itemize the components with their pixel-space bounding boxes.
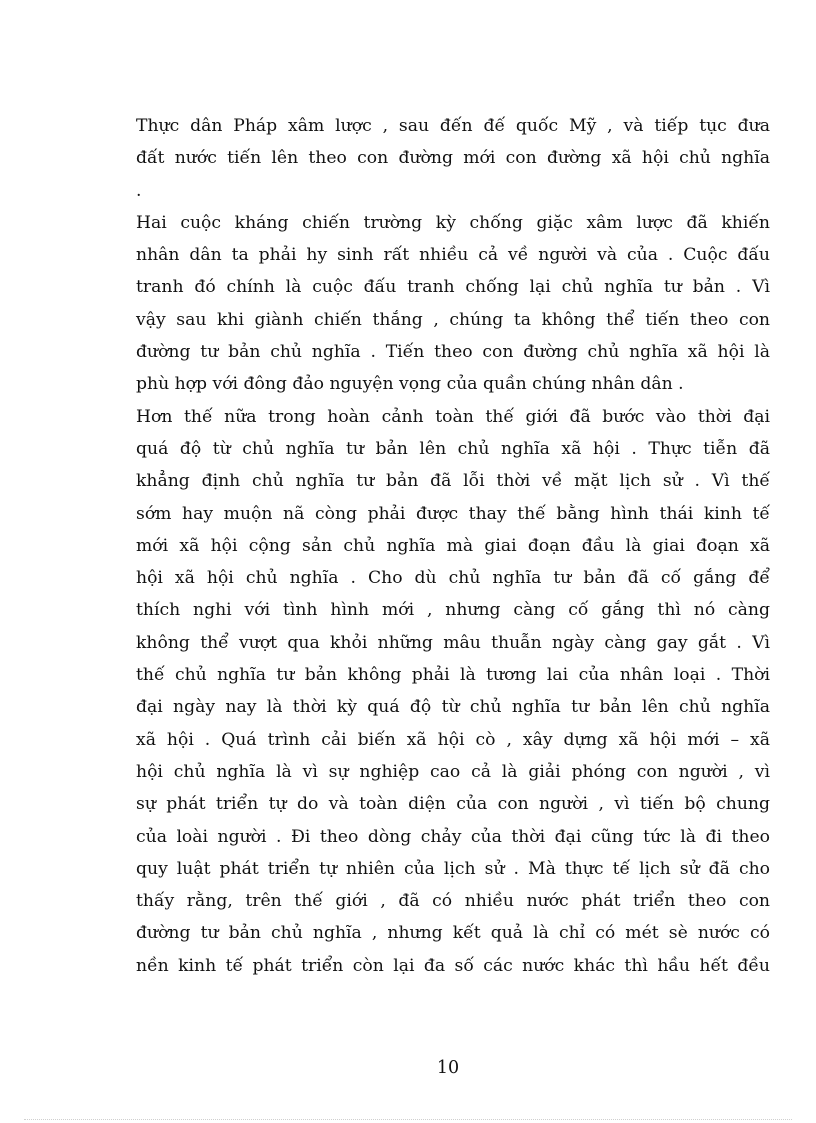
text-line: Hơn thế nữa trong hoàn cảnh toàn thế giới đã bước vào thời đại [136,406,770,427]
text-line: xã hội . Quá trình cải biến xã hội cò , xây dựng xã hội mới – xã [136,729,770,750]
text-line: mới xã hội cộng sản chủ nghĩa mà giai đoạn đầu là giai đoạn xã [136,535,770,556]
text-line: nền kinh tế phát triển còn lại đa số các nước khác thì hầu hết đều [136,955,770,976]
text-line: đất nước tiến lên theo con đường mới con đường xã hội chủ nghĩa [136,148,770,169]
text-line: quy luật phát triển tự nhiên của lịch sử . Mà thực tế lịch sử đã cho [136,858,770,879]
body-text [136,110,770,982]
text-line: . [136,180,142,201]
text-line: hội chủ nghĩa là vì sự nghiệp cao cả là giải phóng con người , vì [136,761,770,782]
text-line: đường tư bản chủ nghĩa . Tiến theo con đường chủ nghĩa xã hội là [136,342,770,363]
text-line: phù hợp với đông đảo nguyện vọng của quần chúng nhân dân . [136,374,684,395]
text-line: tranh đó chính là cuộc đấu tranh chống lại chủ nghĩa tư bản . Vì [136,277,770,298]
text-line: của loài người . Đi theo dòng chảy của thời đại cũng tức là đi theo [136,826,770,847]
text-line: không thể vượt qua khỏi những mâu thuẫn ngày càng gay gắt . Vì [136,632,770,653]
text-line: hội xã hội chủ nghĩa . Cho dù chủ nghĩa tư bản đã cố gắng để [136,568,770,589]
text-line: đại ngày nay là thời kỳ quá độ từ chủ nghĩa tư bản lên chủ nghĩa [136,697,770,718]
text-line: vậy sau khi giành chiến thắng , chúng ta không thể tiến theo con [136,309,770,330]
text-line: quá độ từ chủ nghĩa tư bản lên chủ nghĩa xã hội . Thực tiễn đã [136,438,770,459]
text-line: Hai cuộc kháng chiến trường kỳ chống giặc xâm lược đã khiến [136,212,770,233]
text-line: khẳng định chủ nghĩa tư bản đã lỗi thời về mặt lịch sử . Vì thế [136,471,770,492]
text-line: thế chủ nghĩa tư bản không phải là tương lai của nhân loại . Thời [136,665,770,686]
text-line: sự phát triển tự do và toàn diện của con người , vì tiến bộ chung [136,794,770,815]
page-number: 10 [436,1058,460,1078]
text-line: Thực dân Pháp xâm lược , sau đến đế quốc Mỹ , và tiếp tục đưa [136,116,770,136]
text-line: thích nghi với tình hình mới , nhưng càng cố gắng thì nó càng [136,600,770,621]
text-line: nhân dân ta phải hy sinh rất nhiều cả về người và của . Cuộc đấu [136,245,770,266]
text-line: thấy rằng, trên thế giới , đã có nhiều nước phát triển theo con [136,891,770,912]
text-line: sớm hay muộn nã còng phải được thay thế bằng hình thái kinh tế [136,503,770,524]
bottom-divider [24,1119,792,1120]
text-line: đường tư bản chủ nghĩa , nhưng kết quả là chỉ có mét sè nước có [136,923,770,944]
